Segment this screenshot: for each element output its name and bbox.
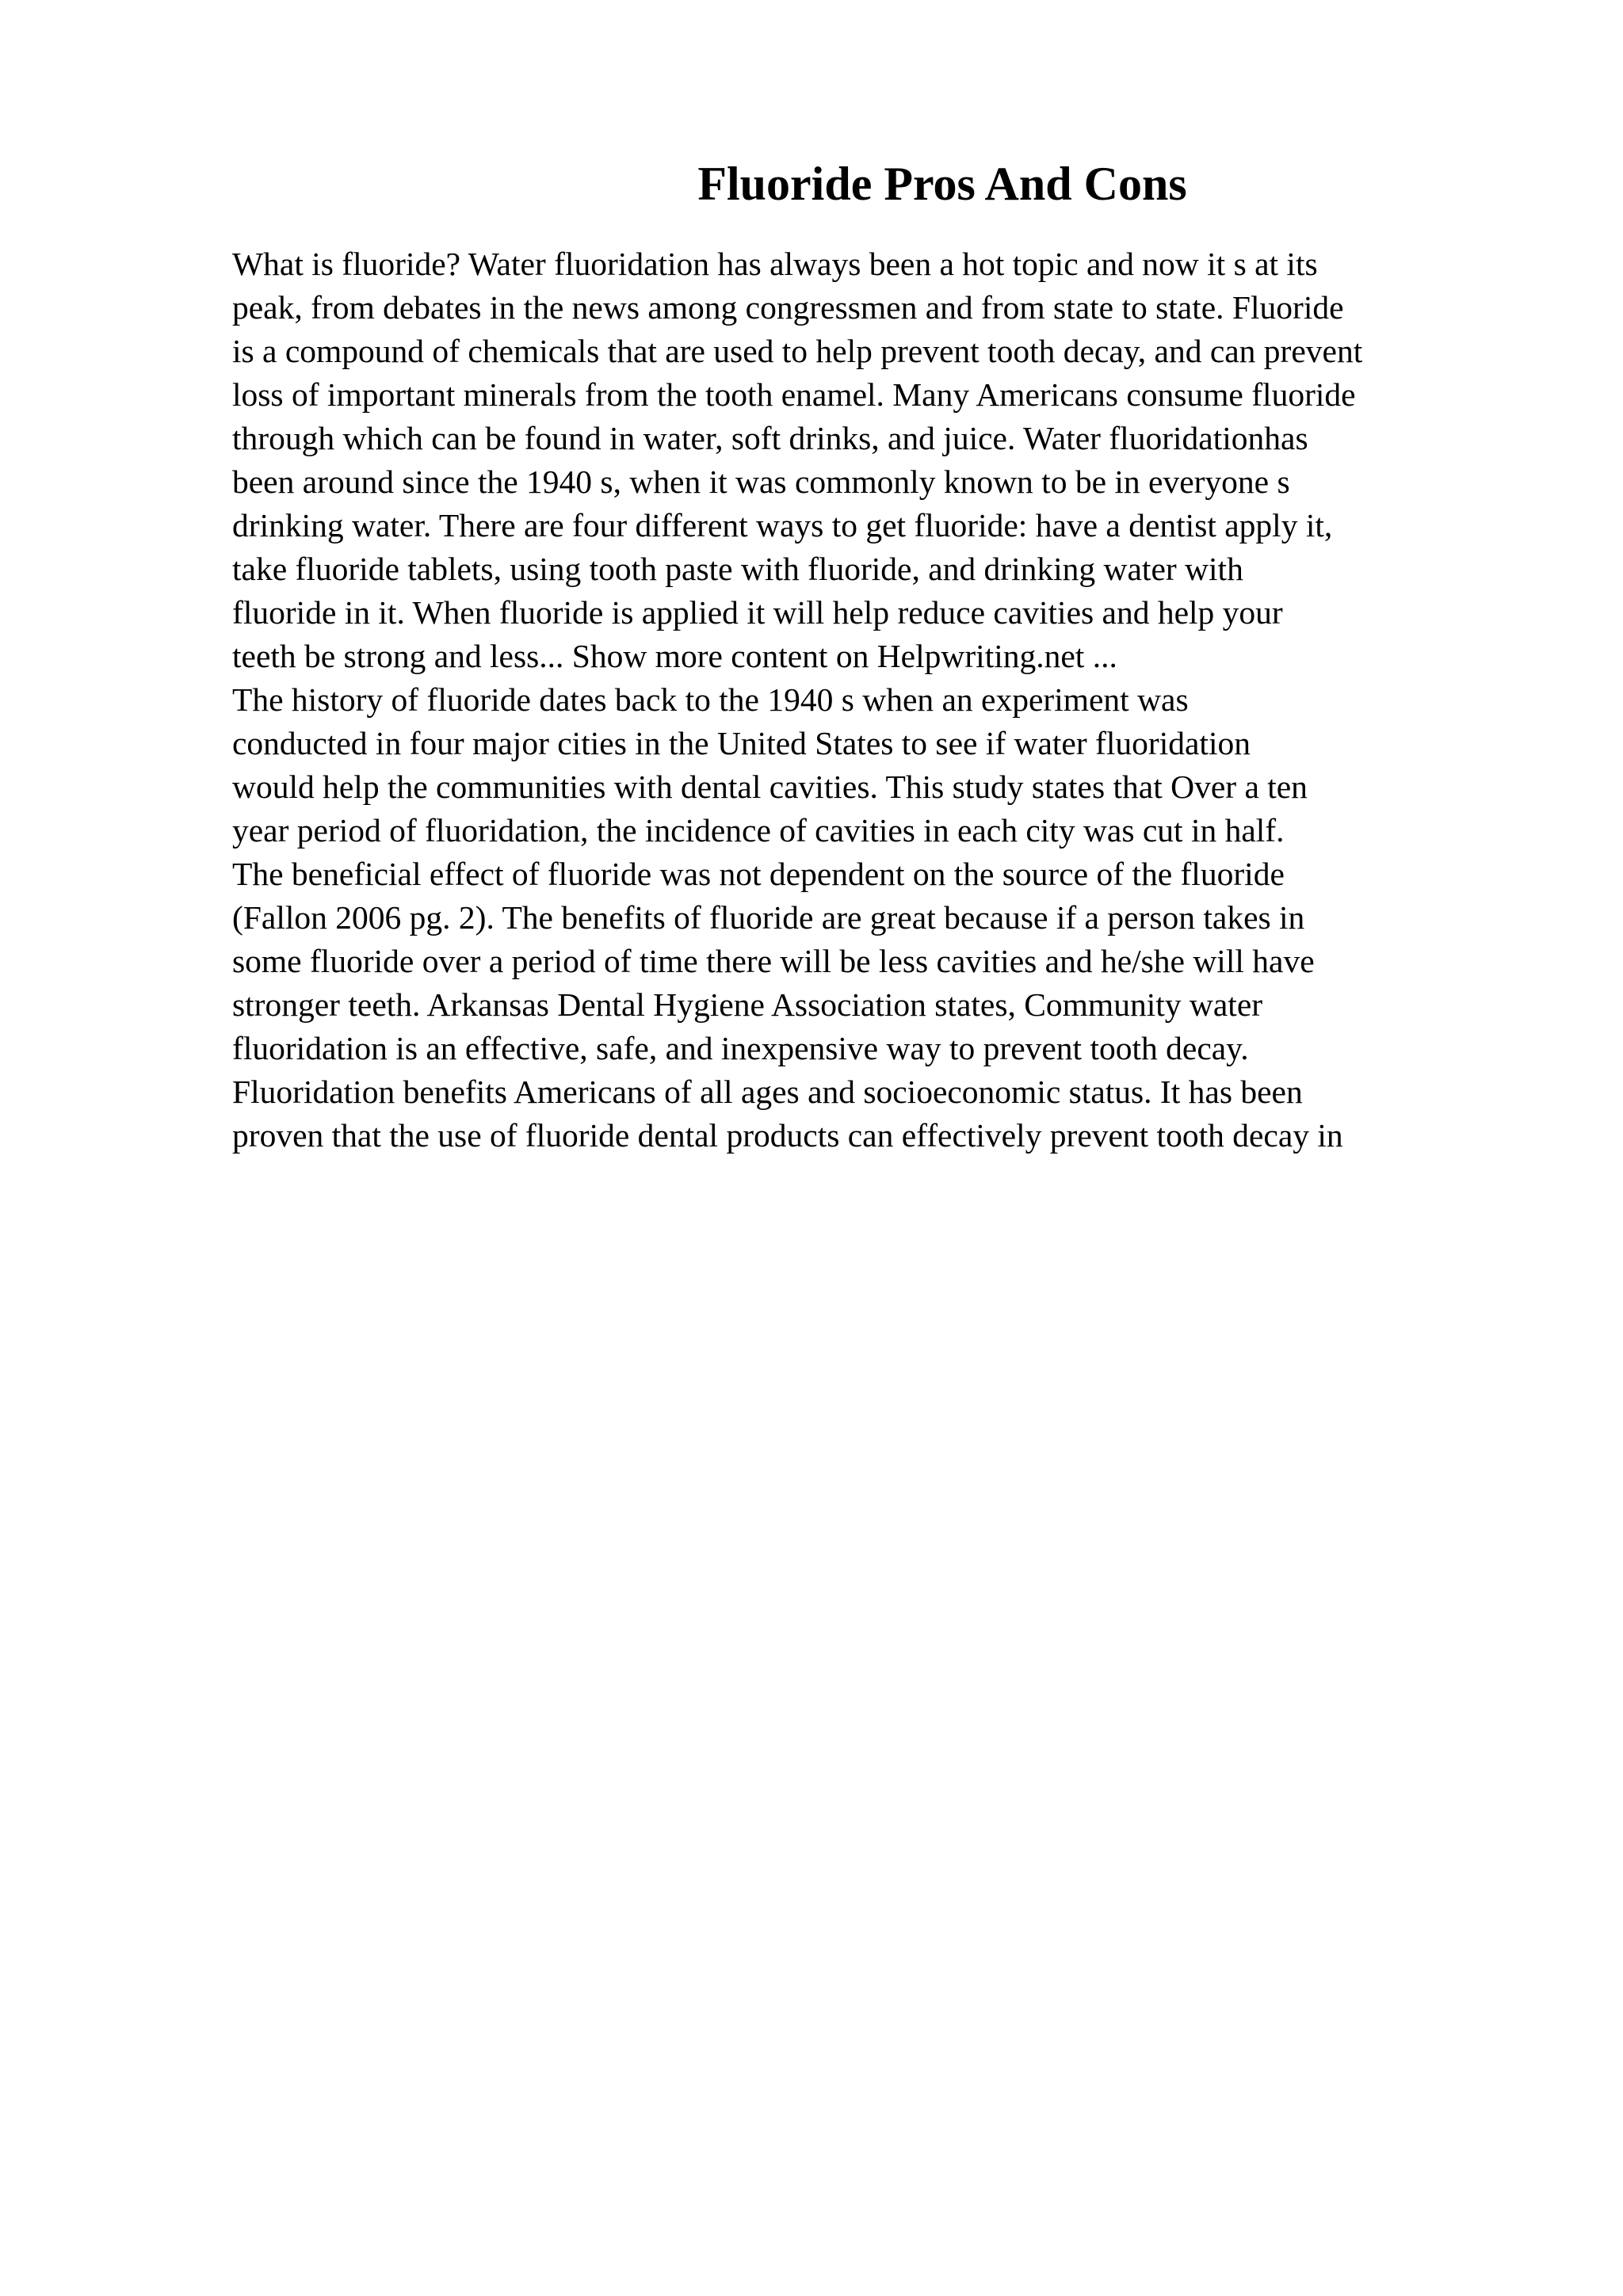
body-line: fluoride in it. When fluoride is applied it will help reduce cavities and help your — [232, 594, 1283, 631]
body-line: loss of important minerals from the tooth enamel. Many Americans consume fluoride — [232, 376, 1356, 413]
body-line: been around since the 1940 s, when it was commonly known to be in everyone s — [232, 463, 1290, 500]
body-line: conducted in four major cities in the United States to see if water fluoridation — [232, 725, 1251, 761]
body-line: proven that the use of fluoride dental products can effectively prevent tooth decay in — [232, 1117, 1343, 1154]
body-line: some fluoride over a period of time there will be less cavities and he/she will have — [232, 943, 1315, 979]
body-line: year period of fluoridation, the incidence of cavities in each city was cut in half. — [232, 812, 1285, 849]
body-line: The beneficial effect of fluoride was not dependent on the source of the fluoride — [232, 856, 1285, 892]
body-line: peak, from debates in the news among congressmen and from state to state. Fluoride — [232, 289, 1344, 326]
body-line: What is fluoride? Water fluoridation has always been a hot topic and now it s at its — [232, 246, 1318, 282]
document-body — [232, 242, 1362, 1158]
body-line: The history of fluoride dates back to the 1940 s when an experiment was — [232, 681, 1189, 718]
body-line: take fluoride tablets, using tooth paste with fluoride, and drinking water with — [232, 551, 1243, 587]
body-line: fluoridation is an effective, safe, and inexpensive way to prevent tooth decay. — [232, 1030, 1249, 1066]
body-line: is a compound of chemicals that are used to help prevent tooth decay, and can prevent — [232, 333, 1363, 369]
body-line: stronger teeth. Arkansas Dental Hygiene Association states, Community water — [232, 986, 1263, 1023]
body-line: drinking water. There are four different ways to get fluoride: have a dentist apply it, — [232, 507, 1333, 543]
document-title: Fluoride Pros And Cons — [697, 158, 1187, 210]
body-line: through which can be found in water, soft drinks, and juice. Water fluoridationhas — [232, 420, 1308, 456]
body-line: would help the communities with dental cavities. This study states that Over a ten — [232, 769, 1308, 805]
body-line: teeth be strong and less... Show more content on Helpwriting.net ... — [232, 638, 1117, 674]
body-line: Fluoridation benefits Americans of all ages and socioeconomic status. It has been — [232, 1074, 1303, 1110]
body-line: (Fallon 2006 pg. 2). The benefits of fluoride are great because if a person takes in — [232, 899, 1305, 936]
